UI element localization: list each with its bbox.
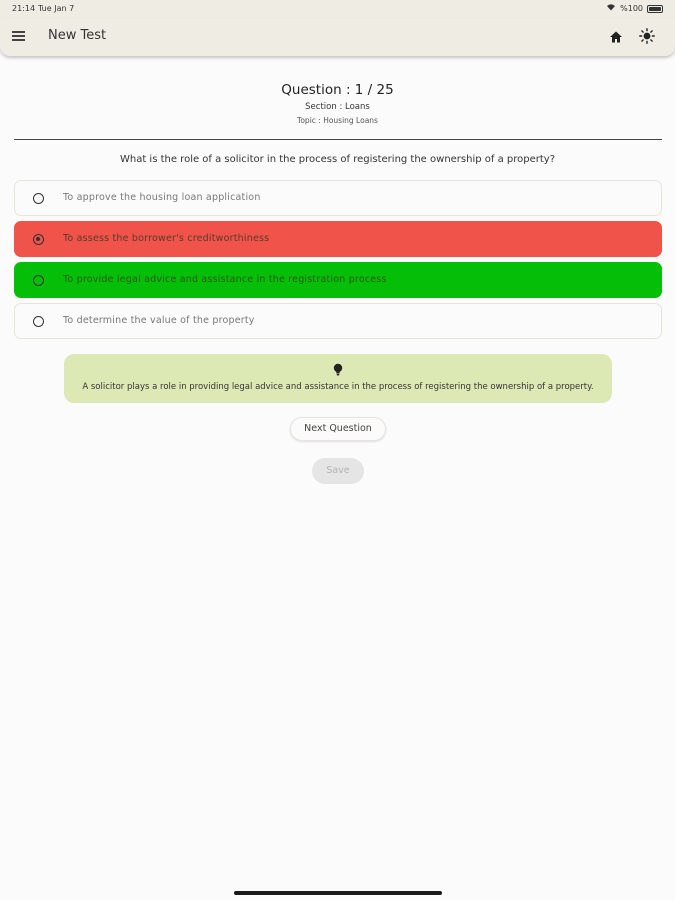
answer-option-3[interactable] (14, 262, 662, 298)
save-button[interactable]: Save (312, 458, 364, 484)
wifi-icon (606, 3, 616, 14)
status-right (606, 3, 663, 14)
answer-option-2[interactable] (14, 221, 662, 257)
question-text: What is the role of a solicitor in the process of registering the ownership of a property? (119, 154, 556, 165)
answer-option-label: To provide legal advice and assistance in the registration process (63, 274, 387, 285)
radio-button-selected[interactable] (33, 234, 44, 245)
answer-option-1[interactable] (14, 180, 662, 216)
lightbulb-icon (333, 362, 343, 376)
answer-option-label: To determine the value of the property (63, 315, 255, 326)
question-header (0, 82, 675, 125)
app-title: New Test (48, 28, 107, 43)
section-label: Section : Loans (305, 102, 370, 112)
home-icon[interactable] (609, 29, 623, 43)
divider (14, 139, 662, 140)
answer-option-4[interactable] (14, 303, 662, 339)
answer-option-label: To assess the borrower's creditworthiness (63, 233, 270, 244)
sun-icon[interactable] (639, 28, 655, 44)
question-counter: Question : 1 / 25 (281, 82, 394, 98)
battery-percent: %100 (620, 4, 643, 13)
app-bar (0, 18, 675, 56)
explanation-card (64, 354, 612, 403)
status-bar (0, 0, 675, 18)
status-date: Tue Jan 7 (38, 4, 75, 13)
topic-label: Topic : Housing Loans (297, 116, 378, 125)
menu-icon[interactable] (12, 31, 25, 41)
radio-button[interactable] (33, 316, 44, 327)
radio-button[interactable] (33, 275, 44, 286)
radio-button[interactable] (33, 193, 44, 204)
explanation-text: A solicitor plays a role in providing legal advice and assistance in the process of registering the ownership of a property. (82, 382, 594, 392)
home-indicator[interactable] (234, 891, 442, 895)
battery-icon (647, 5, 663, 13)
answer-option-label: To approve the housing loan application (63, 192, 261, 203)
status-time: 21:14 (12, 4, 36, 13)
next-question-button[interactable]: Next Question (290, 417, 386, 441)
